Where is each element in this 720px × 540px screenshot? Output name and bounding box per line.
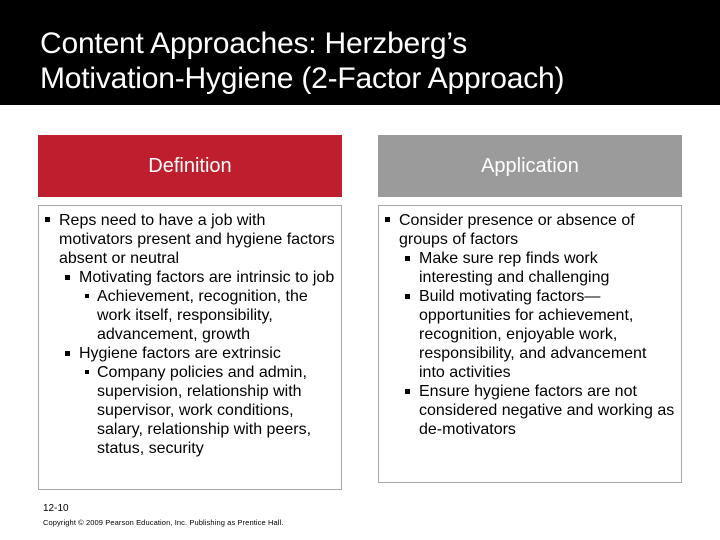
- bullet-icon: [405, 256, 410, 261]
- page-number: 12-10: [43, 503, 69, 514]
- bullet-icon: [385, 217, 390, 222]
- application-subitem: [405, 249, 675, 287]
- bullet-icon: [45, 217, 50, 222]
- definition-item-text: Reps need to have a job with motivators present and hygiene factors absent or neutral: [59, 212, 335, 267]
- application-item-text: Consider presence or absence of groups of factors: [399, 212, 635, 248]
- application-subitem-text: Build motivating factors—opportunities for achievement, recognition, enjoyable work, responsibility, and advancement into activities: [419, 288, 647, 381]
- bullet-icon: [65, 351, 70, 356]
- application-subitem-text: Make sure rep finds work interesting and challenging: [419, 250, 610, 286]
- definition-header: Definition: [38, 135, 342, 197]
- definition-subitem-text: Hygiene factors are extrinsic: [79, 345, 281, 362]
- application-column: [378, 135, 682, 483]
- bullet-icon: [405, 294, 410, 299]
- title-bar: [0, 0, 720, 105]
- slide-footer: [43, 503, 283, 529]
- application-item: [385, 211, 675, 439]
- slide-title-line2: Motivation-Hygiene (2-Factor Approach): [40, 62, 565, 95]
- definition-subsubitem-text: Achievement, recognition, the work itself, responsibility, advancement, growth: [97, 288, 308, 343]
- definition-column: [38, 135, 342, 490]
- definition-subitem: [65, 344, 335, 458]
- slide-title: [40, 26, 564, 96]
- definition-subsubitem: [85, 287, 335, 344]
- definition-subsubitem: [85, 363, 335, 458]
- definition-item: [45, 211, 335, 458]
- definition-content: [38, 205, 342, 490]
- application-subitem: [405, 287, 675, 382]
- application-content: [378, 205, 682, 483]
- definition-subitem: [65, 268, 335, 344]
- application-subitem-text: Ensure hygiene factors are not considered negative and working as de-motivators: [419, 383, 675, 438]
- copyright-notice: Copyright © 2009 Pearson Education, Inc. Publishing as Prentice Hall.: [43, 518, 284, 527]
- definition-list: [45, 211, 335, 458]
- definition-subsubitem-text: Company policies and admin, supervision, relationship with supervisor, work conditions, salary, relationship with peers, status, security: [97, 364, 312, 457]
- definition-subitem-text: Motivating factors are intrinsic to job: [79, 269, 335, 286]
- application-header: Application: [378, 135, 682, 197]
- bullet-icon: [405, 389, 410, 394]
- application-subitem: [405, 382, 675, 439]
- bullet-icon: [65, 275, 70, 280]
- slide-title-line1: Content Approaches: Herzberg’s: [40, 27, 468, 60]
- application-list: [385, 211, 675, 439]
- bullet-icon: [85, 370, 89, 374]
- bullet-icon: [85, 294, 89, 298]
